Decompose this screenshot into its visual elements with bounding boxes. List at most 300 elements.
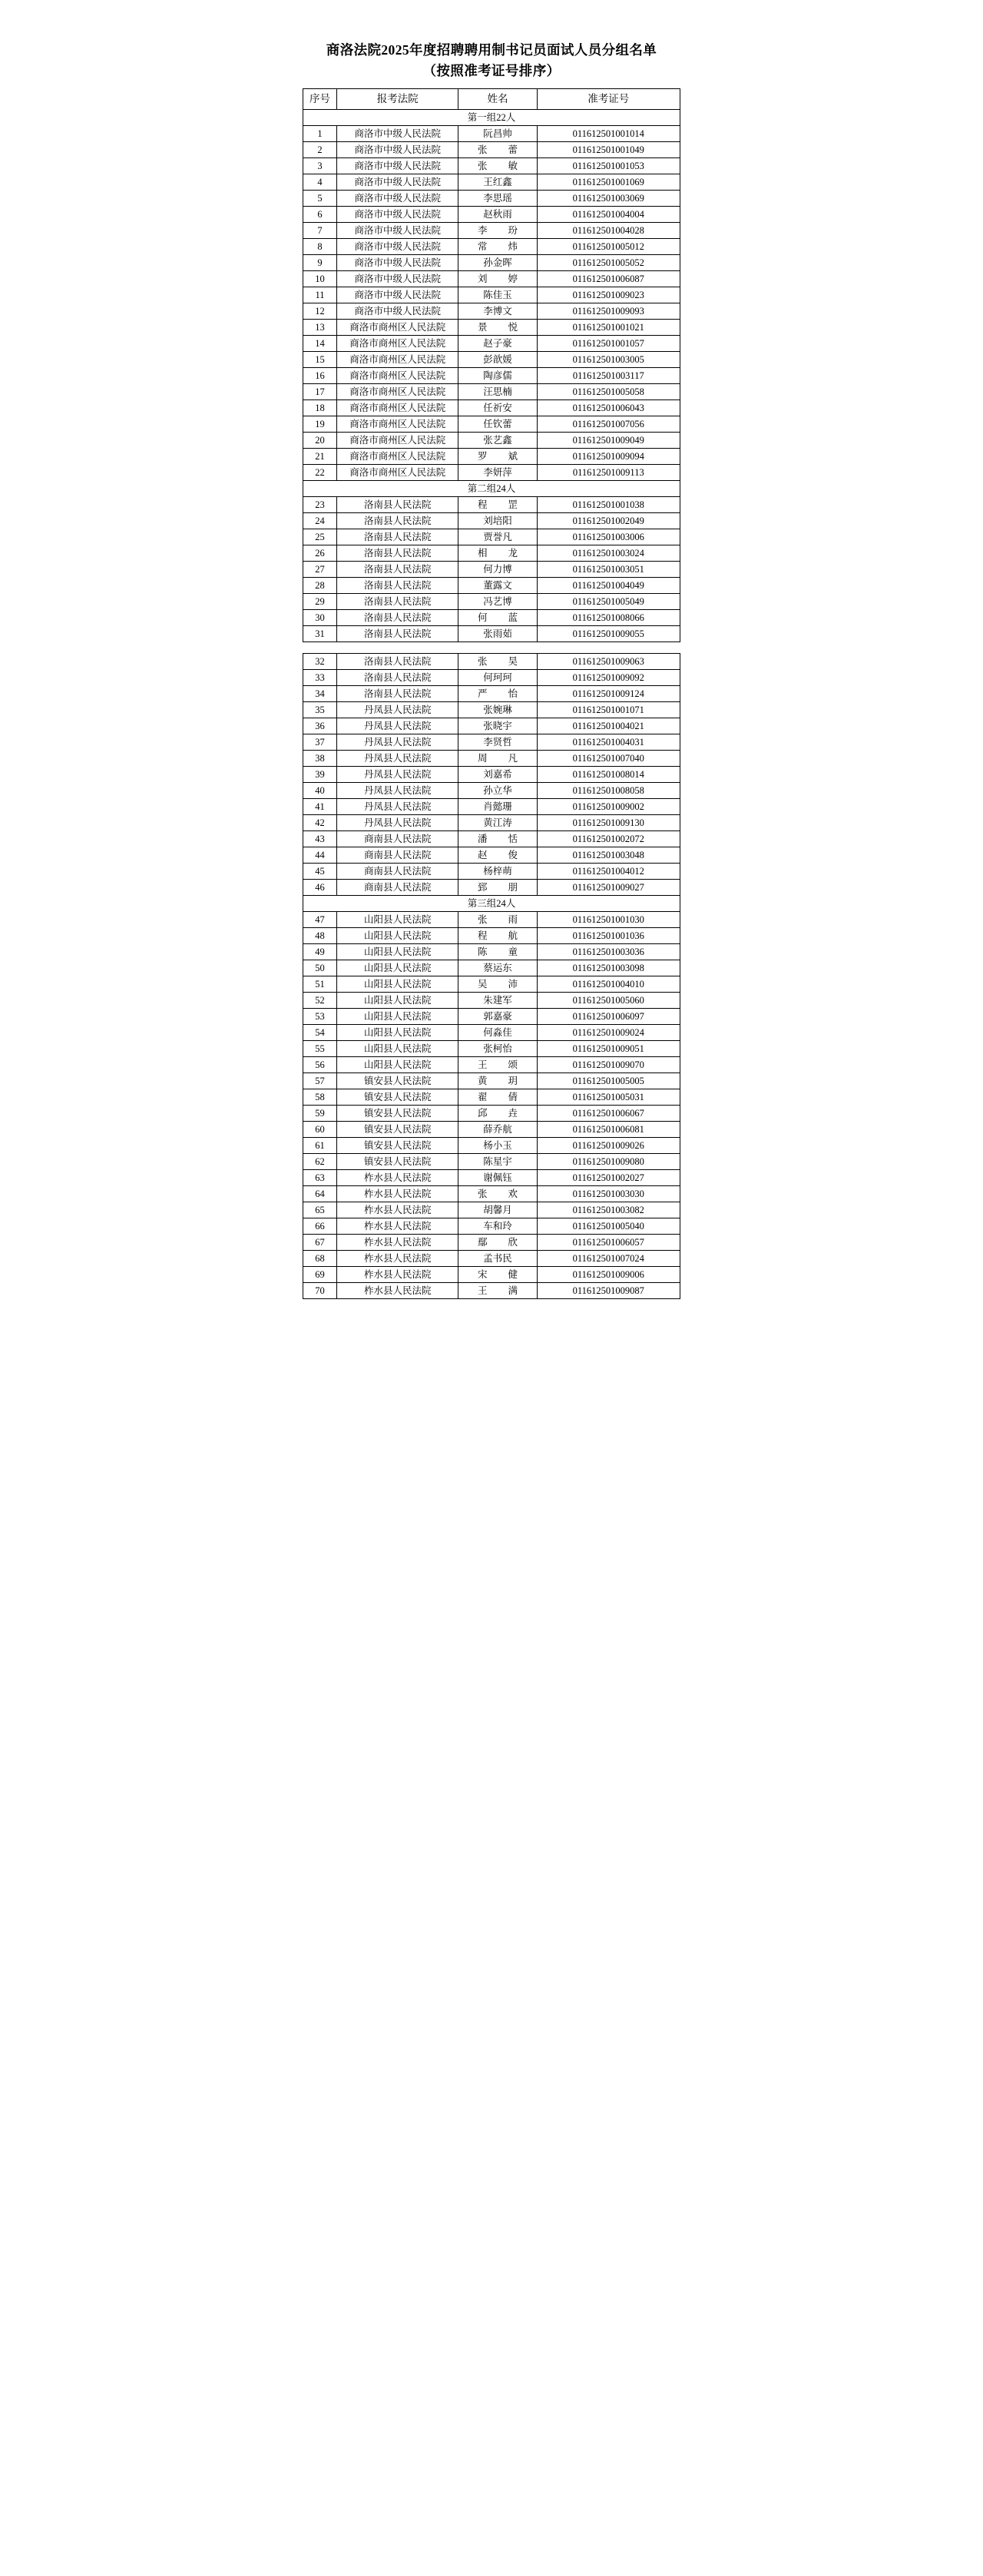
cell-seq: 64: [303, 1186, 337, 1202]
document-title: [303, 40, 680, 81]
cell-name: 汪思楠: [458, 384, 537, 400]
cell-name: [458, 1089, 537, 1106]
cell-name: 任钦蕾: [458, 416, 537, 433]
cell-name: 杨小玉: [458, 1138, 537, 1154]
cell-name: 杨梓萌: [458, 864, 537, 880]
table-row: [303, 626, 680, 642]
cell-name: 何珂珂: [458, 670, 537, 686]
cell-seq: 54: [303, 1025, 337, 1041]
table-row: [303, 654, 680, 670]
cell-seq: 22: [303, 465, 337, 481]
cell-court: 商南县人民法院: [337, 847, 458, 864]
cell-name: [458, 831, 537, 847]
cell-court: 柞水县人民法院: [337, 1218, 458, 1235]
name-text: 邱垚: [477, 1108, 518, 1119]
name-text: 鄢欣: [477, 1237, 518, 1248]
cell-ticket: 011612501009070: [537, 1057, 680, 1073]
cell-seq: 7: [303, 223, 337, 239]
cell-court: 洛南县人民法院: [337, 626, 458, 642]
cell-seq: 3: [303, 158, 337, 174]
cell-ticket: 011612501006097: [537, 1009, 680, 1025]
cell-name: 张晓宇: [458, 718, 537, 734]
cell-court: 商洛市商州区人民法院: [337, 465, 458, 481]
cell-court: 商洛市中级人民法院: [337, 303, 458, 320]
cell-seq: 14: [303, 336, 337, 352]
cell-name: 刘培阳: [458, 513, 537, 529]
table-row: [303, 1057, 680, 1073]
table-row: [303, 320, 680, 336]
column-header-court: 报考法院: [337, 89, 458, 110]
cell-ticket: 011612501003069: [537, 191, 680, 207]
table-row: [303, 864, 680, 880]
column-header-name: 姓名: [458, 89, 537, 110]
cell-court: 柞水县人民法院: [337, 1186, 458, 1202]
cell-court: 洛南县人民法院: [337, 545, 458, 562]
cell-ticket: 011612501005052: [537, 255, 680, 271]
cell-name: [458, 976, 537, 993]
cell-ticket: 011612501009092: [537, 670, 680, 686]
cell-court: 山阳县人民法院: [337, 1057, 458, 1073]
cell-seq: 21: [303, 449, 337, 465]
cell-court: 山阳县人民法院: [337, 912, 458, 928]
cell-name: [458, 686, 537, 702]
cell-seq: 29: [303, 594, 337, 610]
cell-seq: 50: [303, 960, 337, 976]
cell-ticket: 011612501008066: [537, 610, 680, 626]
table-row: [303, 1218, 680, 1235]
table-row: [303, 352, 680, 368]
cell-name: 李博文: [458, 303, 537, 320]
document-body: [303, 40, 680, 1299]
name-text: 张雨: [477, 914, 518, 926]
cell-ticket: 011612501009094: [537, 449, 680, 465]
cell-seq: 34: [303, 686, 337, 702]
cell-seq: 58: [303, 1089, 337, 1106]
name-text: 严怡: [477, 688, 518, 700]
cell-seq: 61: [303, 1138, 337, 1154]
cell-ticket: 011612501005058: [537, 384, 680, 400]
group-header-row: [303, 896, 680, 912]
cell-ticket: 011612501003082: [537, 1202, 680, 1218]
cell-seq: 26: [303, 545, 337, 562]
cell-name: 赵子豪: [458, 336, 537, 352]
cell-ticket: 011612501004004: [537, 207, 680, 223]
cell-court: 镇安县人民法院: [337, 1073, 458, 1089]
cell-ticket: 011612501006087: [537, 271, 680, 287]
cell-name: 李妍萍: [458, 465, 537, 481]
table-row: [303, 880, 680, 896]
cell-name: [458, 1057, 537, 1073]
cell-court: 柞水县人民法院: [337, 1283, 458, 1299]
cell-court: 镇安县人民法院: [337, 1122, 458, 1138]
name-text: 张昊: [477, 656, 518, 668]
cell-ticket: 011612501004049: [537, 578, 680, 594]
cell-seq: 53: [303, 1009, 337, 1025]
cell-court: 镇安县人民法院: [337, 1138, 458, 1154]
table-row: [303, 670, 680, 686]
cell-court: 丹凤县人民法院: [337, 767, 458, 783]
cell-ticket: 011612501001030: [537, 912, 680, 928]
cell-seq: 65: [303, 1202, 337, 1218]
table-row: [303, 610, 680, 626]
cell-court: 洛南县人民法院: [337, 513, 458, 529]
cell-court: 山阳县人民法院: [337, 1009, 458, 1025]
table-row: [303, 578, 680, 594]
table-row: [303, 287, 680, 303]
cell-name: 薛乔航: [458, 1122, 537, 1138]
cell-court: 商洛市中级人民法院: [337, 223, 458, 239]
cell-name: 郭嘉豪: [458, 1009, 537, 1025]
cell-ticket: 011612501009026: [537, 1138, 680, 1154]
table-row: [303, 783, 680, 799]
cell-name: 孙金晖: [458, 255, 537, 271]
cell-court: 商洛市中级人民法院: [337, 142, 458, 158]
table-row: [303, 449, 680, 465]
cell-name: 孙立华: [458, 783, 537, 799]
cell-court: 丹凤县人民法院: [337, 799, 458, 815]
cell-court: 柞水县人民法院: [337, 1251, 458, 1267]
cell-name: [458, 944, 537, 960]
cell-name: 胡馨月: [458, 1202, 537, 1218]
cell-seq: 15: [303, 352, 337, 368]
cell-ticket: 011612501007056: [537, 416, 680, 433]
name-text: 常炜: [477, 241, 518, 253]
cell-seq: 36: [303, 718, 337, 734]
table-row: [303, 594, 680, 610]
cell-name: [458, 1106, 537, 1122]
name-text: 相龙: [477, 548, 518, 559]
cell-court: 商洛市商州区人民法院: [337, 433, 458, 449]
cell-court: 商南县人民法院: [337, 880, 458, 896]
cell-seq: 10: [303, 271, 337, 287]
cell-seq: 57: [303, 1073, 337, 1089]
cell-name: 黄江涛: [458, 815, 537, 831]
cell-name: [458, 1267, 537, 1283]
cell-seq: 38: [303, 751, 337, 767]
cell-court: 柞水县人民法院: [337, 1267, 458, 1283]
cell-name: [458, 158, 537, 174]
cell-seq: 1: [303, 126, 337, 142]
cell-seq: 63: [303, 1170, 337, 1186]
table-row: [303, 384, 680, 400]
roster-table-part-1: [303, 88, 680, 642]
table-row: [303, 815, 680, 831]
cell-ticket: 011612501003024: [537, 545, 680, 562]
cell-court: 镇安县人民法院: [337, 1154, 458, 1170]
name-text: 周凡: [477, 753, 518, 764]
cell-seq: 44: [303, 847, 337, 864]
cell-ticket: 011612501009023: [537, 287, 680, 303]
cell-ticket: 011612501001057: [537, 336, 680, 352]
cell-ticket: 011612501003098: [537, 960, 680, 976]
cell-name: 陈佳玉: [458, 287, 537, 303]
cell-court: 洛南县人民法院: [337, 529, 458, 545]
cell-name: 贾誉凡: [458, 529, 537, 545]
cell-ticket: 011612501004021: [537, 718, 680, 734]
cell-seq: 11: [303, 287, 337, 303]
cell-name: [458, 497, 537, 513]
cell-seq: 42: [303, 815, 337, 831]
table-row: [303, 734, 680, 751]
table-row: [303, 1170, 680, 1186]
cell-name: [458, 1186, 537, 1202]
cell-ticket: 011612501005005: [537, 1073, 680, 1089]
cell-seq: 30: [303, 610, 337, 626]
cell-seq: 69: [303, 1267, 337, 1283]
cell-ticket: 011612501001049: [537, 142, 680, 158]
cell-seq: 68: [303, 1251, 337, 1267]
table-row: [303, 336, 680, 352]
table-row: [303, 562, 680, 578]
cell-ticket: 011612501002072: [537, 831, 680, 847]
cell-court: 山阳县人民法院: [337, 1025, 458, 1041]
cell-seq: 24: [303, 513, 337, 529]
cell-court: 商洛市中级人民法院: [337, 255, 458, 271]
group-header-row: [303, 481, 680, 497]
name-text: 程航: [477, 930, 518, 942]
cell-ticket: 011612501002027: [537, 1170, 680, 1186]
name-text: 何蓝: [477, 612, 518, 624]
cell-seq: 33: [303, 670, 337, 686]
name-text: 刘婷: [477, 274, 518, 285]
table-row: [303, 497, 680, 513]
cell-seq: 16: [303, 368, 337, 384]
cell-seq: 62: [303, 1154, 337, 1170]
group-header-row: [303, 110, 680, 126]
table-row: [303, 174, 680, 191]
cell-name: 董露文: [458, 578, 537, 594]
cell-seq: 6: [303, 207, 337, 223]
cell-seq: 25: [303, 529, 337, 545]
group-header-label: 第一组22人: [303, 110, 680, 126]
cell-court: 丹凤县人民法院: [337, 702, 458, 718]
cell-ticket: 011612501008014: [537, 767, 680, 783]
table-row: [303, 223, 680, 239]
cell-court: 商洛市商州区人民法院: [337, 320, 458, 336]
cell-ticket: 011612501009087: [537, 1283, 680, 1299]
cell-court: 洛南县人民法院: [337, 686, 458, 702]
cell-seq: 31: [303, 626, 337, 642]
cell-court: 柞水县人民法院: [337, 1235, 458, 1251]
cell-name: 张婉琳: [458, 702, 537, 718]
table-row: [303, 1025, 680, 1041]
cell-ticket: 011612501002049: [537, 513, 680, 529]
cell-ticket: 011612501009130: [537, 815, 680, 831]
cell-court: 商洛市商州区人民法院: [337, 352, 458, 368]
cell-name: 蔡运东: [458, 960, 537, 976]
cell-name: [458, 847, 537, 864]
table-row: [303, 1186, 680, 1202]
table-row: [303, 1267, 680, 1283]
cell-ticket: 011612501001021: [537, 320, 680, 336]
cell-court: 商洛市中级人民法院: [337, 207, 458, 223]
table-row: [303, 239, 680, 255]
cell-court: 商洛市商州区人民法院: [337, 400, 458, 416]
table-row: [303, 1089, 680, 1106]
cell-seq: 41: [303, 799, 337, 815]
group-header-label: 第三组24人: [303, 896, 680, 912]
cell-name: [458, 449, 537, 465]
cell-ticket: 011612501004010: [537, 976, 680, 993]
cell-seq: 35: [303, 702, 337, 718]
cell-court: 商洛市中级人民法院: [337, 126, 458, 142]
name-text: 陈童: [477, 947, 518, 958]
name-text: 宋健: [477, 1269, 518, 1281]
cell-court: 丹凤县人民法院: [337, 734, 458, 751]
cell-seq: 37: [303, 734, 337, 751]
cell-name: [458, 545, 537, 562]
cell-seq: 27: [303, 562, 337, 578]
cell-seq: 67: [303, 1235, 337, 1251]
cell-court: 商洛市商州区人民法院: [337, 368, 458, 384]
table-row: [303, 433, 680, 449]
name-text: 吴沛: [477, 979, 518, 990]
cell-court: 镇安县人民法院: [337, 1106, 458, 1122]
table-row: [303, 1154, 680, 1170]
cell-seq: 47: [303, 912, 337, 928]
cell-court: 商南县人民法院: [337, 864, 458, 880]
cell-name: 车和玲: [458, 1218, 537, 1235]
cell-name: [458, 271, 537, 287]
cell-seq: 32: [303, 654, 337, 670]
cell-seq: 48: [303, 928, 337, 944]
cell-name: 谢佩钰: [458, 1170, 537, 1186]
table-row: [303, 960, 680, 976]
cell-name: 孟书民: [458, 1251, 537, 1267]
cell-ticket: 011612501009049: [537, 433, 680, 449]
cell-name: 李贤哲: [458, 734, 537, 751]
name-text: 景悦: [477, 322, 518, 333]
name-text: 郅朋: [477, 882, 518, 893]
table-row: [303, 513, 680, 529]
cell-name: 张柯怡: [458, 1041, 537, 1057]
name-text: 王满: [477, 1285, 518, 1297]
cell-name: 陈星宇: [458, 1154, 537, 1170]
table-row: [303, 271, 680, 287]
cell-court: 商洛市中级人民法院: [337, 271, 458, 287]
table-row: [303, 465, 680, 481]
table-row: [303, 718, 680, 734]
roster-table-part-2: [303, 653, 680, 1299]
table-row: [303, 944, 680, 960]
cell-ticket: 011612501003036: [537, 944, 680, 960]
cell-court: 柞水县人民法院: [337, 1202, 458, 1218]
table-row: [303, 1251, 680, 1267]
cell-name: [458, 654, 537, 670]
cell-seq: 45: [303, 864, 337, 880]
cell-ticket: 011612501005049: [537, 594, 680, 610]
name-text: 潘恬: [477, 834, 518, 845]
cell-court: 洛南县人民法院: [337, 610, 458, 626]
table-row: [303, 1235, 680, 1251]
cell-court: 商洛市中级人民法院: [337, 158, 458, 174]
cell-name: [458, 1235, 537, 1251]
table-row: [303, 912, 680, 928]
table-row: [303, 158, 680, 174]
cell-court: 商洛市商州区人民法院: [337, 416, 458, 433]
cell-seq: 60: [303, 1122, 337, 1138]
table-row: [303, 1073, 680, 1089]
cell-name: 王红鑫: [458, 174, 537, 191]
cell-name: [458, 928, 537, 944]
cell-ticket: 011612501004028: [537, 223, 680, 239]
cell-seq: 46: [303, 880, 337, 896]
cell-ticket: 011612501005060: [537, 993, 680, 1009]
cell-court: 山阳县人民法院: [337, 928, 458, 944]
cell-seq: 23: [303, 497, 337, 513]
cell-court: 山阳县人民法院: [337, 960, 458, 976]
cell-seq: 39: [303, 767, 337, 783]
cell-name: [458, 751, 537, 767]
table-row: [303, 847, 680, 864]
table-row: [303, 303, 680, 320]
cell-seq: 28: [303, 578, 337, 594]
cell-name: [458, 1073, 537, 1089]
cell-seq: 20: [303, 433, 337, 449]
cell-ticket: 011612501001036: [537, 928, 680, 944]
cell-ticket: 011612501009113: [537, 465, 680, 481]
cell-ticket: 011612501003006: [537, 529, 680, 545]
cell-court: 洛南县人民法院: [337, 594, 458, 610]
cell-court: 丹凤县人民法院: [337, 718, 458, 734]
cell-ticket: 011612501005040: [537, 1218, 680, 1235]
cell-seq: 17: [303, 384, 337, 400]
column-header-seq: 序号: [303, 89, 337, 110]
cell-court: 洛南县人民法院: [337, 497, 458, 513]
name-text: 赵俊: [477, 850, 518, 861]
cell-court: 商洛市中级人民法院: [337, 191, 458, 207]
cell-court: 柞水县人民法院: [337, 1170, 458, 1186]
cell-ticket: 011612501009080: [537, 1154, 680, 1170]
column-header-ticket: 准考证号: [537, 89, 680, 110]
table-row: [303, 767, 680, 783]
cell-ticket: 011612501009063: [537, 654, 680, 670]
cell-ticket: 011612501009006: [537, 1267, 680, 1283]
cell-name: 李思瑶: [458, 191, 537, 207]
table-row: [303, 126, 680, 142]
table-row: [303, 751, 680, 767]
cell-ticket: 011612501006043: [537, 400, 680, 416]
title-line-1: 商洛法院2025年度招聘聘用制书记员面试人员分组名单: [326, 42, 657, 58]
cell-ticket: 011612501009055: [537, 626, 680, 642]
cell-court: 商洛市商州区人民法院: [337, 384, 458, 400]
cell-court: 洛南县人民法院: [337, 670, 458, 686]
table-row: [303, 142, 680, 158]
cell-court: 丹凤县人民法院: [337, 815, 458, 831]
table-row: [303, 1106, 680, 1122]
cell-seq: 56: [303, 1057, 337, 1073]
cell-ticket: 011612501006057: [537, 1235, 680, 1251]
cell-court: 丹凤县人民法院: [337, 783, 458, 799]
cell-court: 洛南县人民法院: [337, 578, 458, 594]
table-row: [303, 976, 680, 993]
name-text: 程罡: [477, 499, 518, 511]
group-header-label: 第二组24人: [303, 481, 680, 497]
cell-seq: 4: [303, 174, 337, 191]
table-row: [303, 799, 680, 815]
cell-ticket: 011612501005012: [537, 239, 680, 255]
cell-name: 任祈安: [458, 400, 537, 416]
table-row: [303, 993, 680, 1009]
name-text: 王颂: [477, 1059, 518, 1071]
cell-name: 阮昌帅: [458, 126, 537, 142]
cell-seq: 2: [303, 142, 337, 158]
cell-name: 何淼佳: [458, 1025, 537, 1041]
cell-ticket: 011612501009027: [537, 880, 680, 896]
name-text: 李玢: [477, 225, 518, 237]
cell-name: [458, 142, 537, 158]
cell-name: [458, 912, 537, 928]
